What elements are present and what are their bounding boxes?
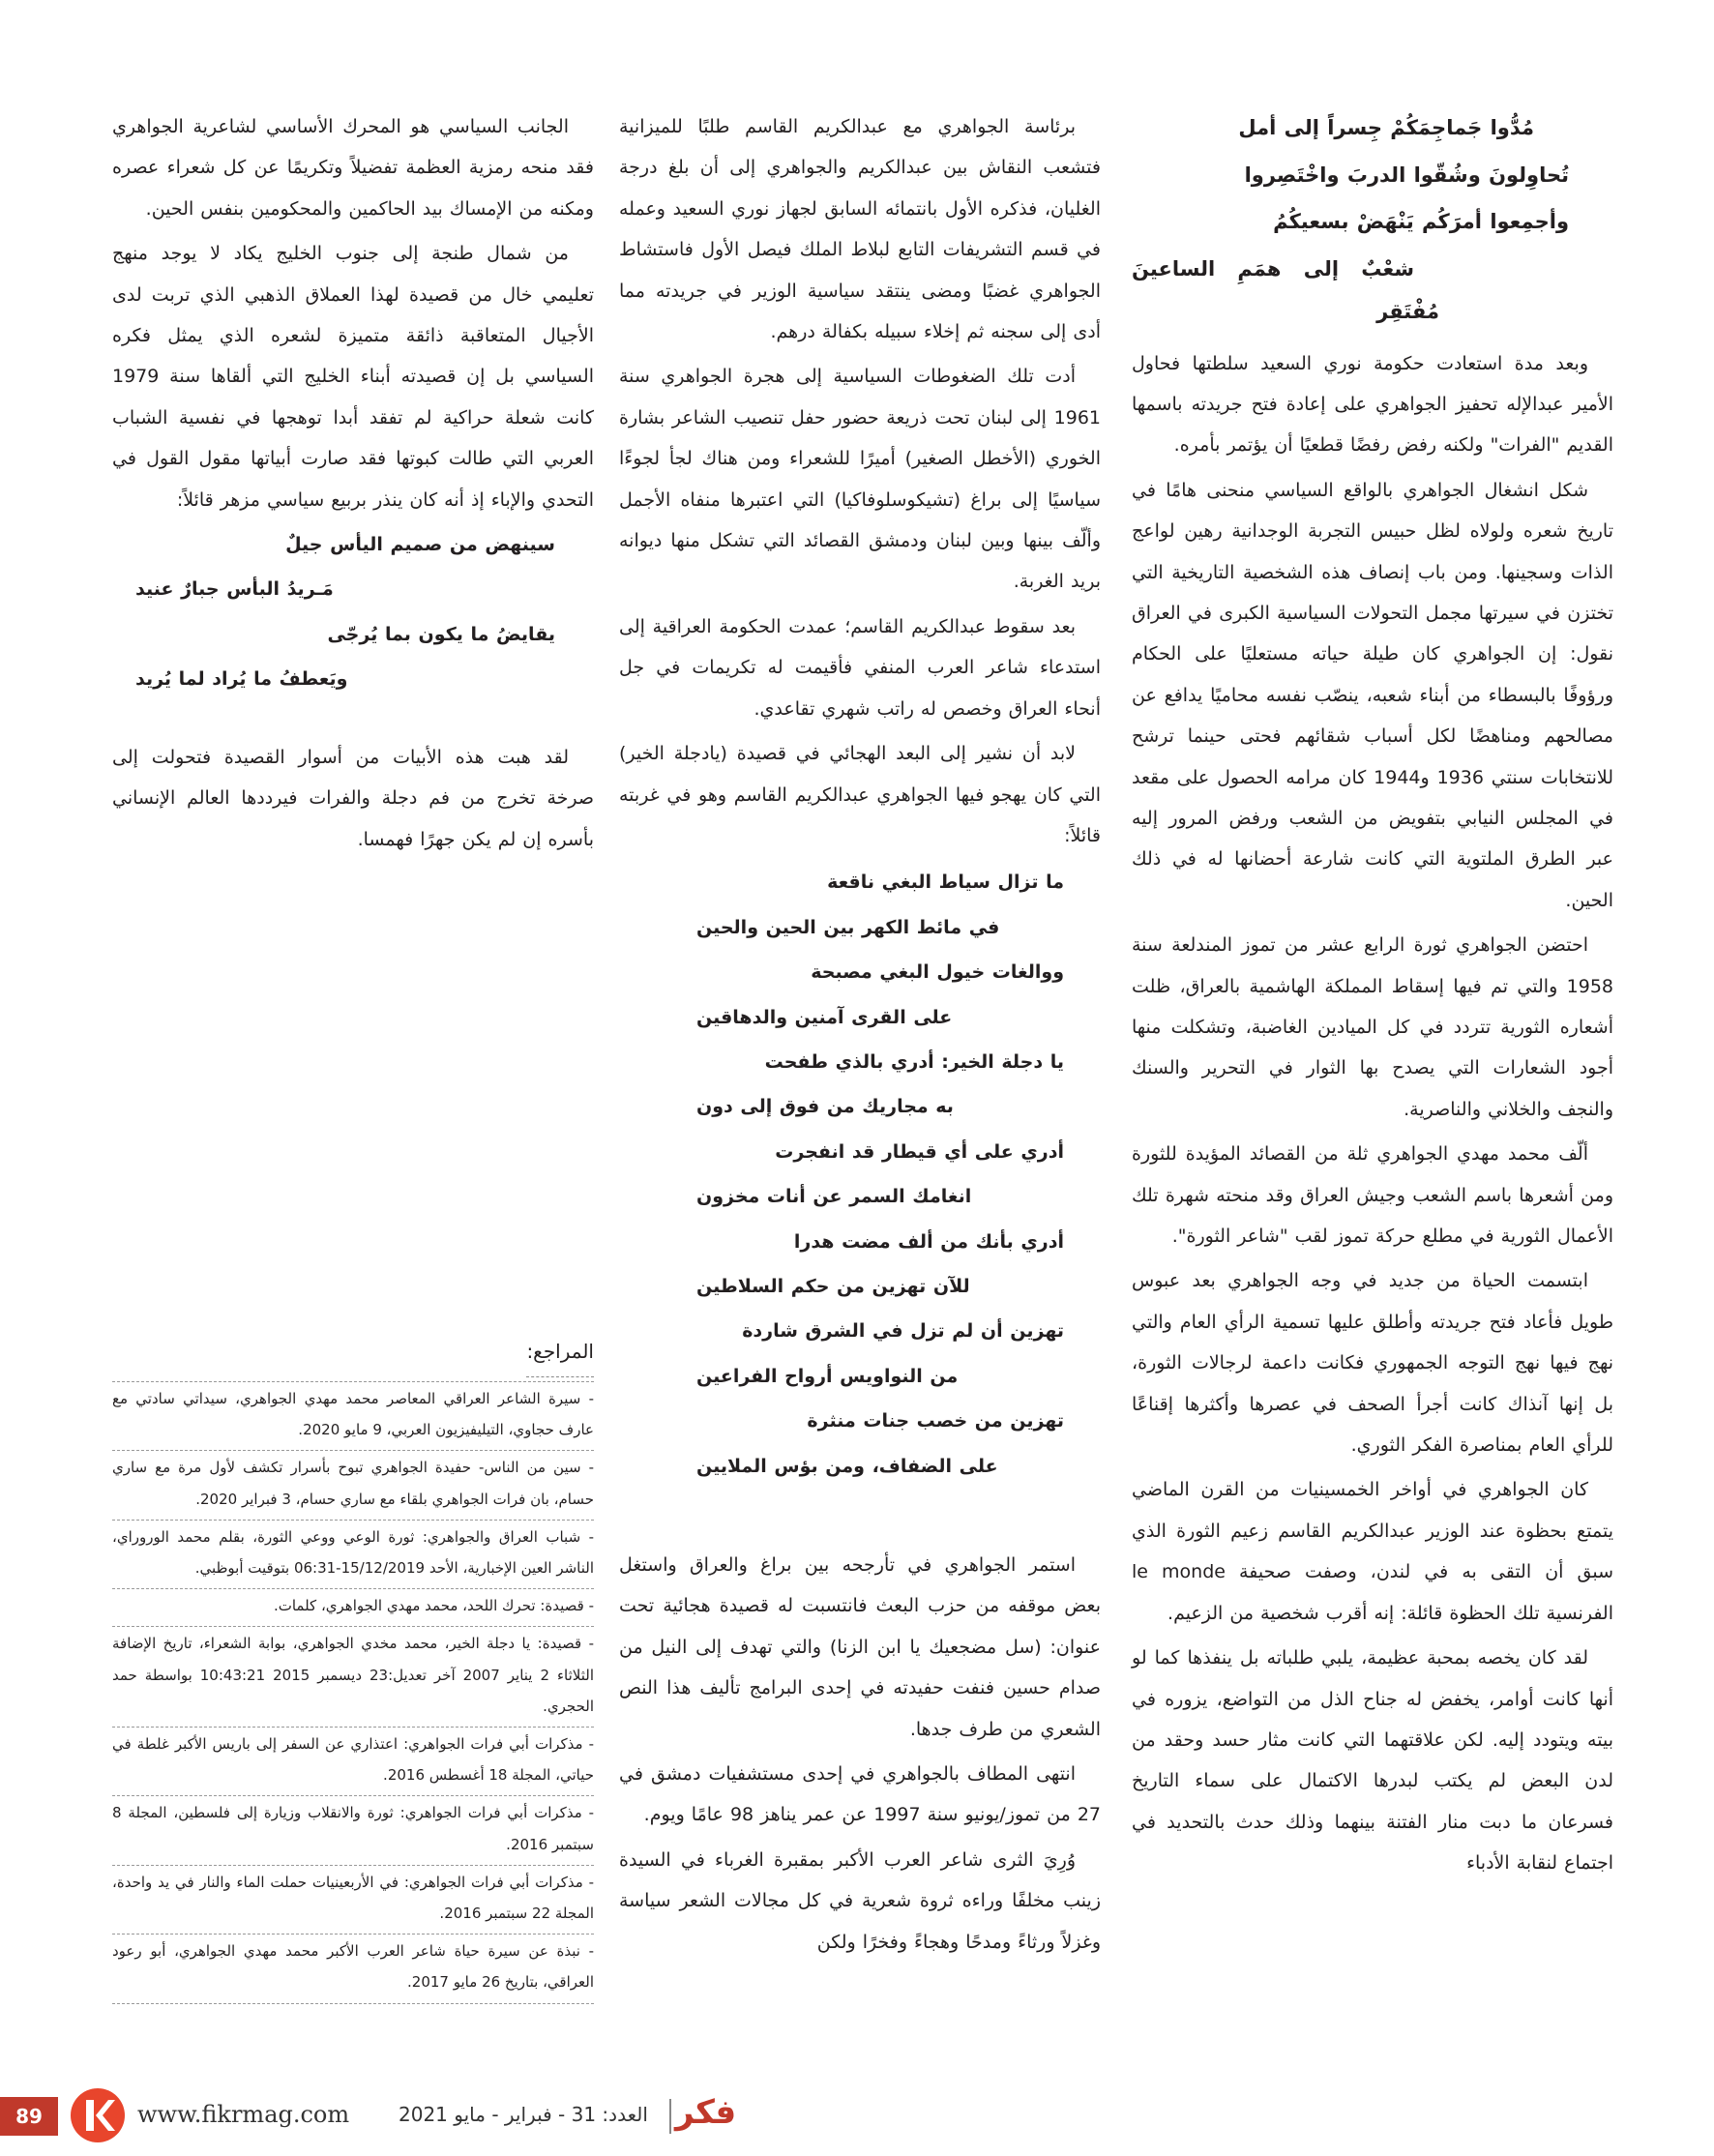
reference-item: - قصيدة: يا دجلة الخير، محمد مخدي الجواهري، بوابة الشعراء، تاريخ الإضافة الثلاثاء 2 يناير 2007 آخر تعديل:23 ديسمبر 2015 10:43:21 بواسطة حمد الحجري.	[112, 1627, 594, 1728]
poem-verses	[619, 862, 1101, 1487]
verse-line: تُحاوِلونَ وشُقّوا الدربَ واخْتَصِروا	[1244, 162, 1569, 187]
article-paragraph: الجانب السياسي هو المحرك الأساسي لشاعرية الجواهري فقد منحه رمزية العظمة تفضيلاً وتكريمًا عن كل شعراء عصره ومكنه من الإمساك بيد الحاكمين والمحكومين بنفس الحين.	[112, 116, 594, 220]
reference-item: - قصيدة: تحرك اللحد، محمد مهدي الجواهري، كلمات.	[112, 1589, 594, 1627]
article-paragraph: بعد سقوط عبدالكريم القاسم؛ عمدت الحكومة العراقية إلى استدعاء شاعر العرب المنفي فأقيمت له تكريمات في جل أنحاء العراق وخصص له راتب شهري تقاعدي.	[619, 615, 1101, 720]
verse-line: أدري على أي قيطار قد انفجرت	[775, 1140, 1064, 1163]
reference-item: - سين من الناس- حفيدة الجواهري تبوح بأسرار تكشف لأول مرة مع ساري حسام، بان فرات الجواهري بلقاء مع ساري حسام، 3 فبراير 2020.	[112, 1451, 594, 1520]
poem-verses	[112, 524, 594, 700]
reference-item: - نبذة عن سيرة حياة شاعر العرب الأكبر محمد مهدي الجواهري، أبو رعود العراقي، بتاريخ 26 مايو 2017.	[112, 1934, 594, 2003]
opening-verses	[1132, 106, 1613, 334]
verse-line: على القرى آمنين والدهاقين	[696, 1006, 953, 1028]
website-link[interactable]: www.fikrmag.com	[137, 2101, 350, 2128]
page-number: 89	[0, 2097, 58, 2136]
reference-item: - شباب العراق والجواهري: ثورة الوعي ووعي الثورة، بقلم محمد الوروراي، الناشر العين الإخبارية، الأحد 15/12/2019-06:31 بتوقيت أبوظبي.	[112, 1521, 594, 1589]
verse-line: يا دجلة الخير: أدري بالذي طفحت	[764, 1050, 1064, 1073]
references-title: المراجع:	[526, 1340, 594, 1377]
magazine-k-logo-icon	[70, 2087, 126, 2143]
verse-line: سينهض من صميم اليأس جيلٌ	[285, 534, 555, 556]
article-paragraph: ابتسمت الحياة من جديد في وجه الجواهري بعد عبوس طويل فأعاد فتح جريدته وأطلق عليها تسمية الرأي العام والتي نهج فيها نهج التوجه الجمهوري فكانت داعمة لرجالات الثورة، بل إنها آنذاك كانت أجرأ الصحف في عصرها وأكثرها إقناعًا للرأي العام بمناصرة الفكر الثوري.	[1132, 1270, 1613, 1457]
article-column-left	[112, 106, 594, 864]
page-footer	[0, 2085, 1714, 2143]
verse-line: ووالغات خيول البغي مصبحة	[811, 961, 1064, 984]
verse-line: في مائط الكهر بين الحين والحين	[696, 916, 1000, 938]
verse-line: مُدُّوا جَماجِمَكُمْ جِسراً إلى أمل	[1238, 116, 1534, 139]
references-list	[112, 1381, 594, 2004]
magazine-logo: فكر	[675, 2093, 737, 2132]
article-paragraph: من شمال طنجة إلى جنوب الخليج يكاد لا يوجد منهج تعليمي خال من قصيدة لهذا العملاق الذهبي الذي تربت لدى الأجيال المتعاقبة ذائقة متميزة لشعره الذي يمثل فكره السياسي بل إن قصيدته أبناء الخليج التي ألقاها سنة 1979 كانت شعلة حراكية لم تفقد أبدا توهجها في نفسية الشباب العربي التي طالت كبوتها فقد صارت أبياتها مقول القول في التحدي والإباء إذ أنه كان ينذر بربيع سياسي مزهر قائلاً:	[112, 243, 594, 511]
verse-line: مَـريدُ البأس جبارٌ عنيد	[135, 578, 334, 601]
verse-line: على الضفاف، ومن بؤس الملايين	[696, 1455, 998, 1477]
verse-line: وأجمِعوا أمرَكُم يَنْهَضْ بسعيكُمُ	[1273, 210, 1569, 233]
reference-item: - مذكرات أبي فرات الجواهري: ثورة والانقلاب وزيارة إلى فلسطين، المجلة 8 سبتمبر 2016.	[112, 1796, 594, 1865]
verse-line: أدري بأنك من ألف مضت هدرا	[793, 1230, 1064, 1253]
references-section	[112, 1340, 594, 2004]
footer-divider	[669, 2099, 671, 2134]
reference-item: - سيرة الشاعر العراقي المعاصر محمد مهدي الجواهري، سيداتي سادتي مع عارف حجاوي، التيليفيزيون العربي، 9 مايو 2020.	[112, 1382, 594, 1451]
verse-line: ويَعطفُ ما يُراد لما يُريد	[135, 668, 348, 691]
article-paragraph: استمر الجواهري في تأرجحه بين براغ والعراق واستغل بعض موقفه من حزب البعث فانتسبت له قصيدة هجائية تحت عنوان: (سل مضجعيك يا ابن الزنا) والتي تهدف إلى النيل من صدام حسين فنفت حفيدته في إحدى البرامج تأليف هذا النص الشعري من طرف جدها.	[619, 1554, 1101, 1740]
article-paragraph: وُرِيَ الثرى شاعر العرب الأكبر بمقبرة الغرباء في السيدة زينب مخلفًا وراءه ثروة شعرية في كل مجالات الشعر سياسة وغزلاً ورثاءً ومدحًا وهجاءً وفخرًا ولكن	[619, 1848, 1101, 1953]
article-paragraph: ألّف محمد مهدي الجواهري ثلة من القصائد المؤيدة للثورة ومن أشعرها باسم الشعب وجيش العراق وقد منحته شهرة تلك الأعمال الثورية في مطلع حركة تموز لقب "شاعر الثورة".	[1132, 1143, 1613, 1248]
verse-line: يقايضُ ما يكون بما يُرجّى	[327, 623, 555, 645]
article-paragraph: احتضن الجواهري ثورة الرابع عشر من تموز المندلعة سنة 1958 والتي تم فيها إسقاط المملكة الهاشمية بالعراق، ظلت أشعاره الثورية تتردد في كل الميادين الغاضبة، وتشكلت منها أجود الشعارات التي يصدح بها الثوار في التحرير والسنك والنجف والخلاني والناصرية.	[1132, 934, 1613, 1120]
verse-line: انغامك السمر عن أنات مخزون	[696, 1186, 972, 1208]
verse-line: تهزين من خصب جنات منثرة	[807, 1410, 1064, 1432]
article-paragraph: لقد كان يخصه بمحبة عظيمة، يلبي طلباته بل ينفذها كما لو أنها كانت أوامر، يخفض له جناح الذل من التواضع، يزوره في بيته ويتودد إليه. لكن علاقتهما التي كانت مثار حسد وحقد من لدن البعض لم يكتب لبدرها الاكتمال على سماء التاريخ فسرعان ما دبت منار الفتنة بينهما وذلك حدث بالتحديد في اجتماع لنقابة الأدباء	[1132, 1647, 1613, 1875]
issue-info: العدد: 31 - فبراير - مايو 2021	[399, 2103, 648, 2126]
verse-line: به مجاريك من فوق إلى دون	[696, 1096, 954, 1118]
article-paragraph: برئاسة الجواهري مع عبدالكريم القاسم طلبًا للميزانية فتشعب النقاش بين عبدالكريم والجواهري إلى أن بلغ درجة الغليان، فذكره الأول بانتمائه السابق لجهاز نوري السعيد وعمله في قسم التشريفات التابع لبلاط الملك فيصل الأول فاستشاط الجواهري غضبًا ومضى ينتقد سياسية الوزير في جريدته مما أدى إلى سجنه ثم إخلاء سبيله بكفالة درهم.	[619, 116, 1101, 343]
article-paragraph: لابد أن نشير إلى البعد الهجائي في قصيدة (يادجلة الخير) التي كان يهجو فيها الجواهري عبدالكريم القاسم وهو في غربته قائلاً:	[619, 743, 1101, 846]
verse-line: شعْبٌ إلى همَمِ الساعينَ مُفْتَقِر	[1132, 256, 1439, 323]
article-paragraph: أدت تلك الضغوطات السياسية إلى هجرة الجواهري سنة 1961 إلى لبنان تحت ذريعة حضور حفل تنصيب الشاعر بشارة الخوري (الأخطل الصغير) أميرًا للشعراء ومن هناك لجأ لجوءًا سياسيًا إلى براغ (تشيكوسلوفاكيا) التي اعتبرها منفاه الأجمل وألّف بينها وبين لبنان ودمشق القصائد التي تشكل منها ديوانه بريد الغربة.	[619, 366, 1101, 593]
article-paragraph: لقد هبت هذه الأبيات من أسوار القصيدة فتحولت إلى صرخة تخرج من فم دجلة والفرات فيرددها العالم الإنساني بأسره إن لم يكن جهرًا فهمسا.	[112, 746, 594, 850]
article-paragraph: انتهى المطاف بالجواهري في إحدى مستشفيات دمشق في 27 من تموز/يونيو سنة 1997 عن عمر يناهز 98 عامًا ويوم.	[619, 1763, 1101, 1826]
verse-line: من النواويس أرواح الفراعين	[696, 1365, 959, 1387]
article-paragraph: كان الجواهري في أواخر الخمسينيات من القرن الماضي يتمتع بحظوة عند الوزير عبدالكريم القاسم زعيم الثورة الذي سبق أن التقى به في لندن، وصفت صحيفة le monde الفرنسية تلك الحظوة قائلة: إنه أقرب شخصية من الزعيم.	[1132, 1479, 1613, 1624]
reference-item: - مذكرات أبي فرات الجواهري: اعتذاري عن السفر إلى باريس الأكبر غلطة في حياتي، المجلة 18 أغسطس 2016.	[112, 1728, 594, 1796]
reference-item: - مذكرات أبي فرات الجواهري: في الأربعينيات حملت الماء والنار في يد واحدة، المجلة 22 سبتمبر 2016.	[112, 1866, 594, 1934]
article-column-right	[1132, 106, 1613, 1888]
article-column-middle	[619, 106, 1101, 1966]
verse-line: ما تزال سياط البغي ناقعة	[827, 871, 1064, 894]
article-paragraph: وبعد مدة استعادت حكومة نوري السعيد سلطتها فحاول الأمير عبدالإله تحفيز الجواهري على إعادة فتح جريدته باسمها القديم "الفرات" ولكنه رفض رفضًا قطعيًا أن يؤتمر بأمره.	[1132, 352, 1613, 457]
verse-line: للآن تهزين من حكم السلاطين	[696, 1275, 970, 1297]
verse-line: تهزين أن لم تزل في الشرق شاردة	[742, 1320, 1064, 1343]
article-paragraph: شكل انشغال الجواهري بالواقع السياسي منحنى هامًا في تاريخ شعره ولولاه لظل حبيس التجربة الوجدانية رهين لواعج الذات وسجينها. ومن باب إنصاف هذه الشخصية التاريخية التي تختزن في سيرتها مجمل التحولات السياسية الكبرى في العراق نقول: إن الجواهري كان طيلة حياته مستعليًا على الحكام ورؤوفًا بالبسطاء من أبناء شعبه، ينصّب نفسه محاميًا يدافع عن مصالحهم ومناهضًا لكل أسباب شقائهم فحتى حينما ترشح للانتخابات سنتي 1936 و1944 كان مرامه الحصول على مقعد في المجلس النيابي بتفويض من الشعب ورفض المرور إليه عبر الطرق الملتوية التي كانت شارعة أحضانها له في ذلك الحين.	[1132, 479, 1614, 911]
